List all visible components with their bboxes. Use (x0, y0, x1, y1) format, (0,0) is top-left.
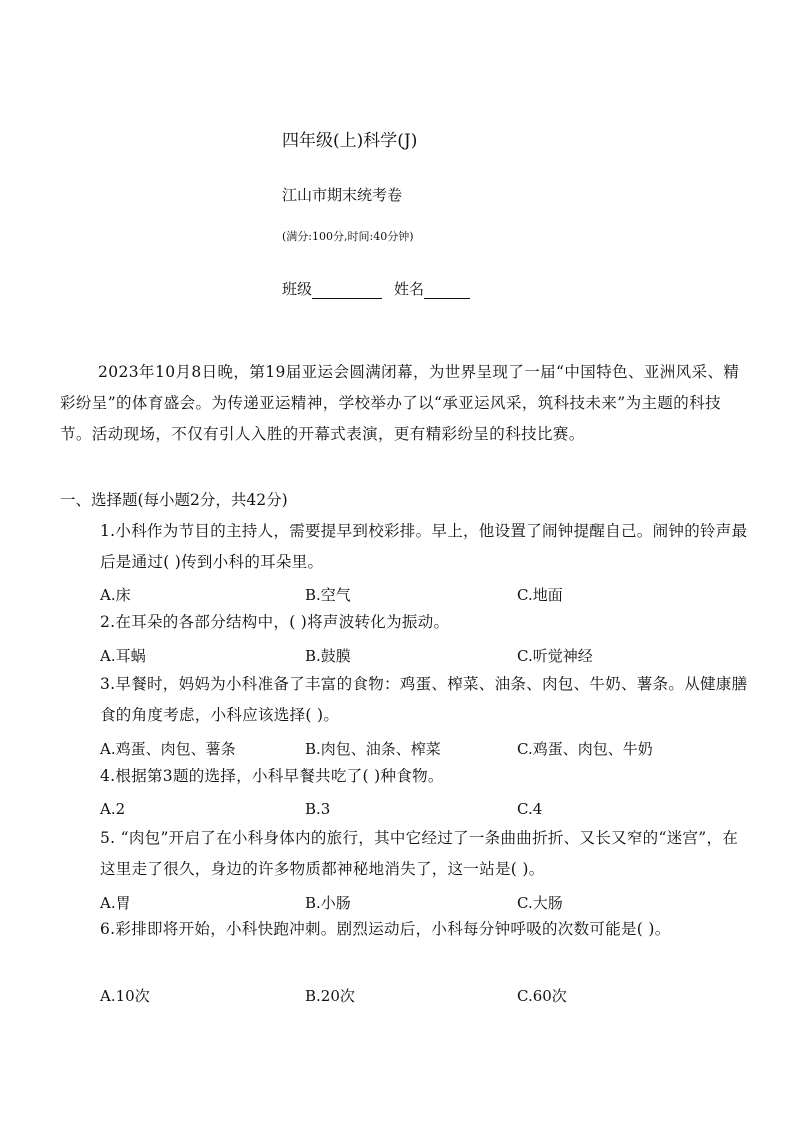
q5-option-a: A.胃 (100, 894, 131, 912)
score-time-note: (满分:100分,时间:40分钟) (282, 230, 414, 243)
question-3: 3.早餐时，妈妈为小科准备了丰富的食物：鸡蛋、榨菜、油条、肉包、牛奶、薯条。从健康膳食的角度考虑，小科应该选择( )。 (100, 675, 748, 724)
q3-option-a: A.鸡蛋、肉包、薯条 (100, 740, 236, 758)
q4-option-c: C.4 (517, 800, 543, 818)
q6-option-c: C.60次 (517, 987, 567, 1005)
q3-option-c: C.鸡蛋、肉包、牛奶 (517, 740, 653, 758)
class-label: 班级 (282, 280, 313, 298)
name-label: 姓名 (394, 280, 425, 298)
q6-option-b: B.20次 (305, 987, 355, 1005)
q1-option-a: A.床 (100, 586, 131, 604)
q6-option-a: A.10次 (100, 987, 150, 1005)
q2-option-b: B.鼓膜 (305, 647, 351, 665)
q5-option-c: C.大肠 (517, 894, 563, 912)
q5-option-b: B.小肠 (305, 894, 351, 912)
q3-option-b: B.肉包、油条、榨菜 (305, 740, 441, 758)
q4-option-b: B.3 (305, 800, 331, 818)
intro-paragraph: 2023年10月8日晚，第19届亚运会圆满闭幕，为世界呈现了一届“中国特色、亚洲风采、精彩纷呈”的体育盛会。为传递亚运精神，学校举办了以“承亚运风采，筑科技未来”为主题的科技节。活动现场，不仅有引人入胜的开幕式表演，更有精彩纷呈的科技比赛。 (60, 363, 740, 443)
q2-option-a: A.耳蜗 (100, 647, 146, 665)
q1-option-b: B.空气 (305, 586, 351, 604)
question-6: 6.彩排即将开始，小科快跑冲刺。剧烈运动后，小科每分钟呼吸的次数可能是( )。 (100, 920, 671, 938)
section-heading: 一、选择题(每小题2分，共42分) (60, 491, 288, 509)
student-info (282, 278, 470, 299)
q2-option-c: C.听觉神经 (517, 647, 593, 665)
q1-option-c: C.地面 (517, 586, 563, 604)
question-1: 1.小科作为节目的主持人，需要提早到校彩排。早上，他设置了闹钟提醒自己。闹钟的铃声最后是通过( )传到小科的耳朵里。 (100, 522, 748, 571)
exam-title: 四年级(上)科学(J) (282, 131, 418, 151)
class-blank (312, 282, 382, 299)
question-4: 4.根据第3题的选择，小科早餐共吃了( )种食物。 (100, 767, 444, 785)
question-5: 5. “肉包”开启了在小科身体内的旅行，其中它经过了一条曲曲折折、又长又窄的“迷宫”，在这里走了很久，身边的许多物质都神秘地消失了，这一站是( )。 (100, 829, 739, 878)
name-blank (424, 282, 470, 299)
question-2: 2.在耳朵的各部分结构中，( )将声波转化为振动。 (100, 613, 450, 631)
q4-option-a: A.2 (100, 800, 126, 818)
exam-subtitle: 江山市期末统考卷 (282, 186, 403, 204)
